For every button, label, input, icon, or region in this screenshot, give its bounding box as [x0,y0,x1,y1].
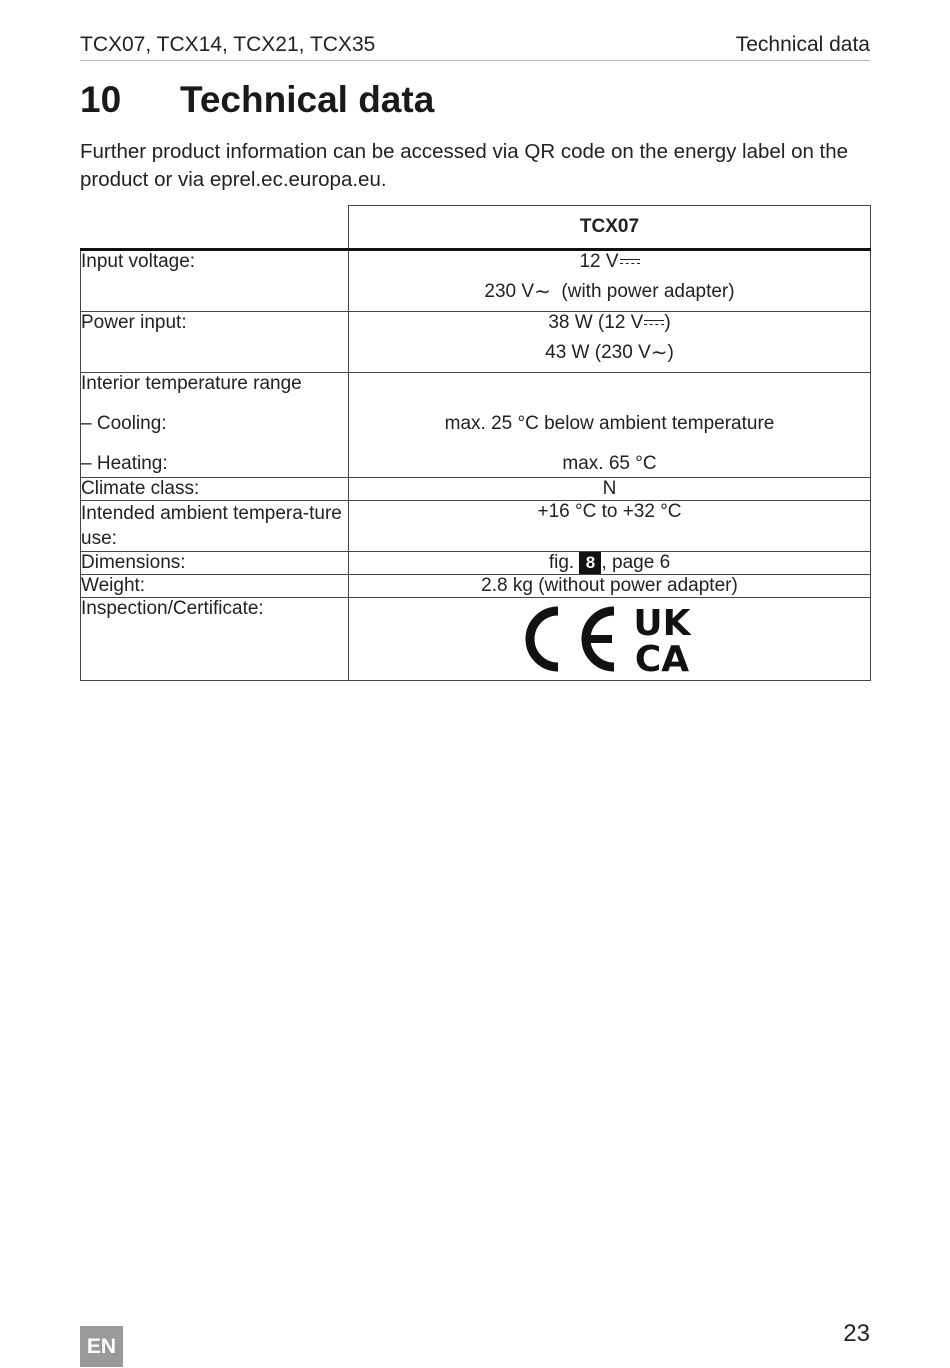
section-title: Technical data [180,79,435,120]
certification-marks [522,604,698,674]
cooling-label: – Cooling: [81,413,167,434]
power-dc-a: 38 W (12 V [548,312,644,333]
running-header [80,30,870,61]
technical-data-table [80,205,871,681]
heating-label: – Heating: [81,453,168,474]
table-row-power-input [81,312,871,373]
row-value [349,598,871,681]
row-label: Dimensions: [81,552,349,575]
table-row-ambient-temperature [81,501,871,552]
table-row-interior-temperature [81,373,871,478]
table-header-row [81,206,871,250]
fig-prefix: fig. [548,552,575,574]
interior-label: Interior temperature range [81,373,302,394]
page-number: 23 [843,1320,870,1347]
section-number: 10 [80,79,122,120]
row-value: N [349,478,871,501]
ukca-mark-icon [626,604,698,674]
row-value [349,312,871,373]
ce-mark-icon [522,604,618,674]
row-value [349,552,871,575]
row-value: +16 °C to +32 °C [349,501,871,552]
ukca-top-text: UK [632,604,691,645]
table-row-weight [81,575,871,598]
row-value [349,373,871,478]
table-row-input-voltage [81,250,871,312]
input-voltage-dc: 12 V [579,251,619,272]
dc-symbol-icon [644,318,664,328]
intro-paragraph: Further product information can be accessed via QR code on the energy label on the product or via eprel.ec.europa.eu. [80,140,849,191]
row-label: Climate class: [81,478,349,501]
power-ac-b: ) [667,342,674,363]
heating-value: max. 65 °C [562,453,657,474]
row-label: Weight: [81,575,349,598]
row-label: Inspection/Certificate: [81,598,349,681]
fig-suffix: , page 6 [601,552,671,574]
figure-reference: 8 [579,552,601,574]
header-models: TCX07, TCX14, TCX21, TCX35 [80,33,376,56]
row-value [349,250,871,312]
table-row-inspection [81,598,871,681]
language-tab: EN [80,1326,123,1367]
power-dc-b: ) [664,312,671,333]
ukca-bottom-text: CA [634,639,689,675]
section-heading [80,76,434,124]
model-header: TCX07 [349,206,871,250]
header-section: Technical data [735,33,870,56]
row-label: Input voltage: [81,250,349,312]
row-label: Power input: [81,312,349,373]
row-value: 2.8 kg (without power adapter) [349,575,871,598]
ac-symbol-icon: ∼ [650,341,668,364]
power-ac-a: 43 W (230 V [545,342,651,363]
input-voltage-ac: 230 V [484,281,535,302]
table-row-dimensions [81,552,871,575]
row-label: Intended ambient tempera-ture use: [81,501,349,552]
input-voltage-note: (with power adapter) [561,281,735,302]
table-row-climate-class [81,478,871,501]
row-label [81,373,349,478]
ac-symbol-icon: ∼ [534,280,551,303]
header-blank-cell [81,206,349,250]
cooling-value: max. 25 °C below ambient temperature [444,413,775,434]
dc-symbol-icon [620,257,640,267]
